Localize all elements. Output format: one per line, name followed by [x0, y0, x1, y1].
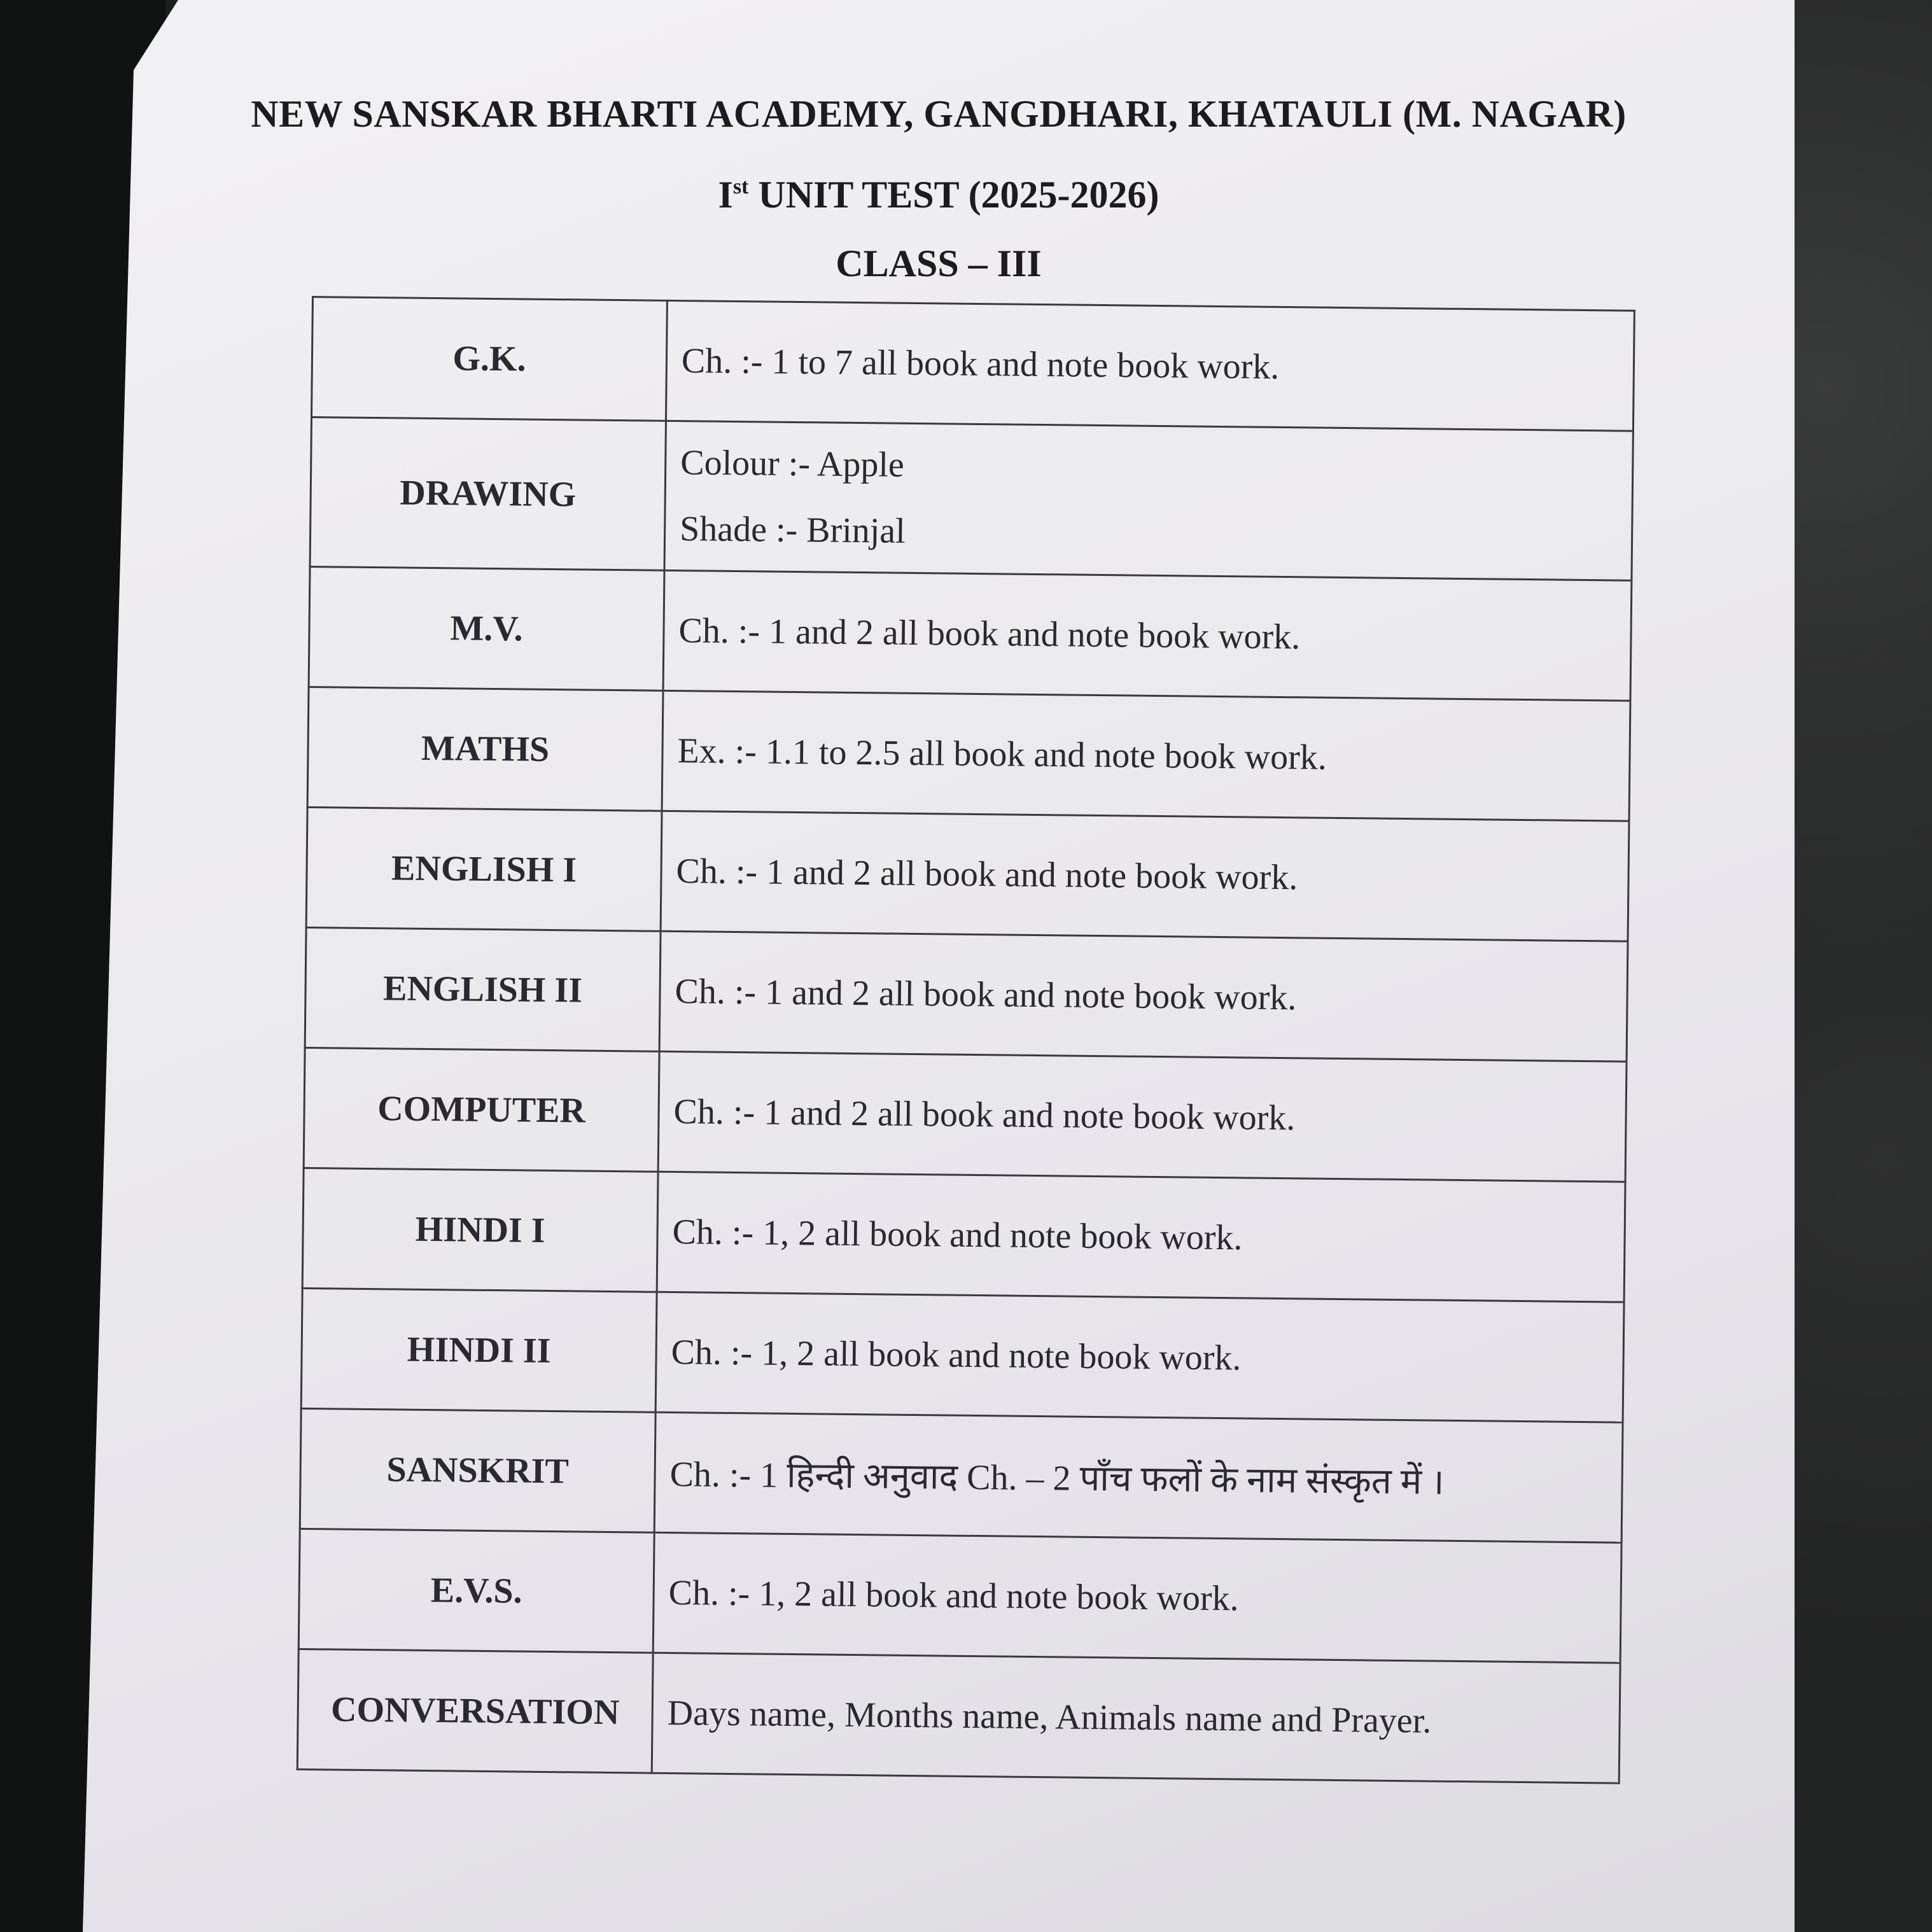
subject-cell: G.K.: [312, 297, 668, 421]
test-title: [83, 173, 1795, 217]
detail-cell: Ch. :- 1 and 2 all book and note book work.: [661, 811, 1629, 941]
detail-cell: Days name, Months name, Animals name and Prayer.: [652, 1653, 1620, 1783]
detail-cell: Ch. :- 1 हिन्दी अनुवाद Ch. – 2 पाँच फलों के नाम संस्कृत में ।: [654, 1412, 1623, 1543]
detail-cell: Ch. :- 1 and 2 all book and note book work.: [658, 1051, 1627, 1182]
detail-cell: Ch. :- 1 to 7 all book and note book work.: [666, 300, 1634, 431]
school-name: NEW SANSKAR BHARTI ACADEMY, GANGDHARI, KHATAULI (M. NAGAR): [251, 93, 1627, 135]
table-row: [310, 417, 1633, 581]
subject-cell: M.V.: [309, 566, 664, 690]
table-row: [312, 297, 1635, 431]
drawing-colour-line: Colour :- Apple: [680, 443, 905, 485]
detail-cell: Ch. :- 1 and 2 all book and note book work.: [659, 931, 1628, 1061]
table-row: [307, 687, 1630, 821]
detail-cell: Ch. :- 1, 2 all book and note book work.: [653, 1532, 1621, 1663]
table-row: [304, 1047, 1627, 1182]
subject-cell: SANSKRIT: [300, 1408, 655, 1532]
table-row: [297, 1649, 1620, 1783]
subject-cell: DRAWING: [310, 417, 666, 571]
detail-cell: Ch. :- 1 and 2 all book and note book work.: [663, 570, 1632, 701]
drawing-shade-line: Shade :- Brinjal: [679, 509, 906, 551]
subject-cell: E.V.S.: [298, 1529, 654, 1653]
table-row: [306, 807, 1629, 941]
subject-cell: HINDI II: [301, 1288, 657, 1412]
detail-cell: [664, 421, 1633, 580]
detail-cell: Ex. :- 1.1 to 2.5 all book and note book work.: [662, 690, 1630, 821]
table-row: [298, 1529, 1621, 1663]
test-name: UNIT TEST (2025-2026): [758, 174, 1159, 216]
subject-cell: HINDI I: [302, 1168, 658, 1292]
background-right: [1775, 0, 1932, 1932]
class-label: CLASS – III: [836, 242, 1042, 284]
test-ordinal-suffix: st: [732, 175, 749, 199]
table-row: [301, 1288, 1624, 1422]
subject-cell: CONVERSATION: [297, 1649, 653, 1773]
subject-cell: ENGLISH II: [305, 927, 661, 1051]
subject-cell: COMPUTER: [304, 1047, 659, 1172]
table-row: [302, 1168, 1625, 1302]
syllabus-table: [297, 296, 1635, 1784]
subject-cell: MATHS: [307, 687, 663, 811]
subject-cell: ENGLISH I: [306, 807, 662, 931]
table-row: [300, 1408, 1623, 1543]
table-row: [305, 927, 1628, 1061]
table-row: [309, 566, 1632, 701]
test-ordinal: I: [718, 174, 733, 216]
detail-cell: Ch. :- 1, 2 all book and note book work.: [657, 1172, 1625, 1302]
detail-cell: Ch. :- 1, 2 all book and note book work.: [655, 1292, 1624, 1422]
